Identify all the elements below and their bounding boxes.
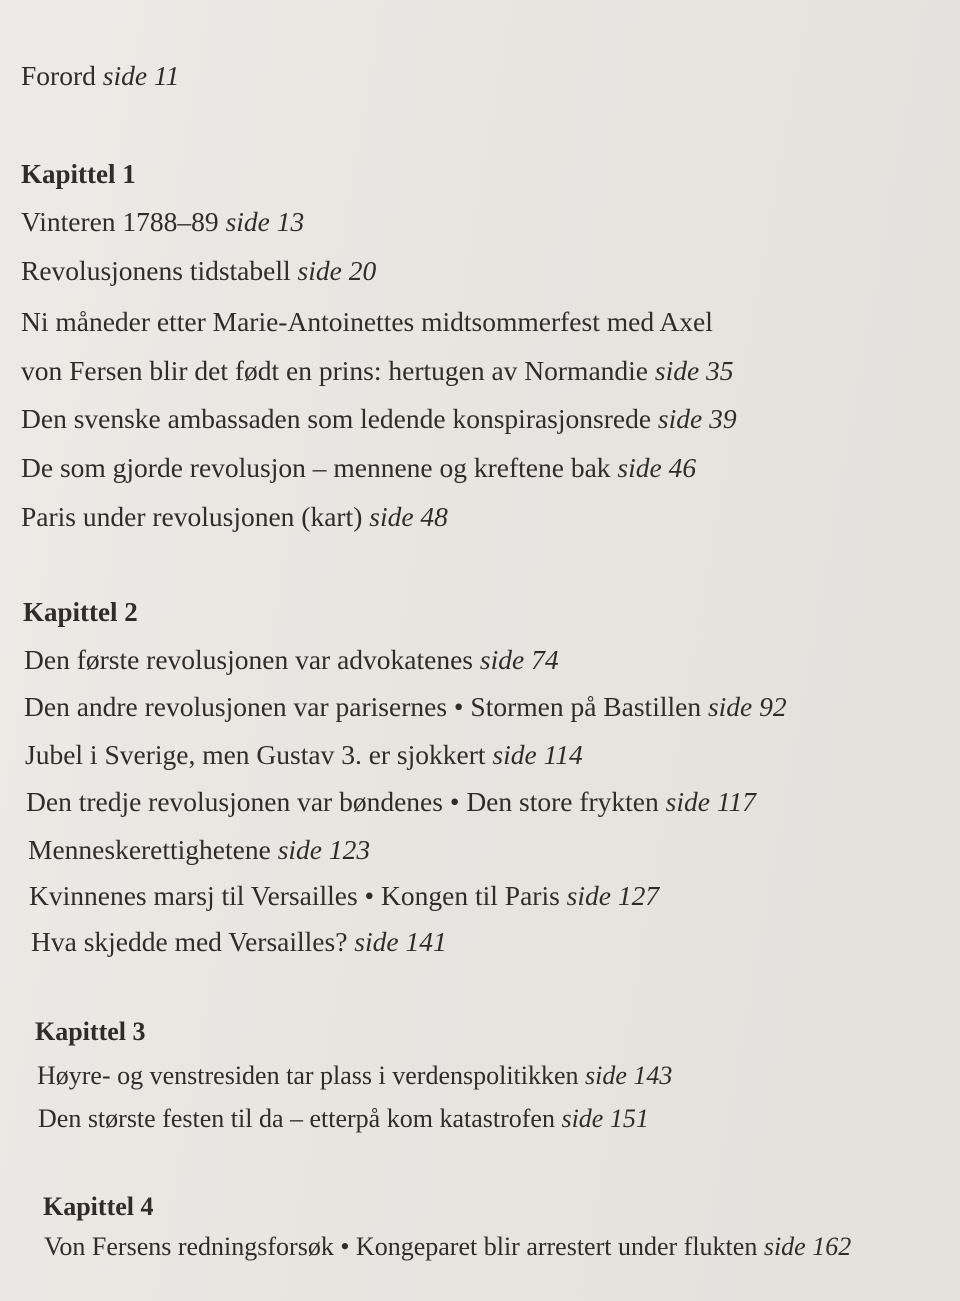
toc-entry: [24, 646, 559, 674]
entry-title: De som gjorde revolusjon – mennene og kreftene bak: [21, 452, 611, 483]
entry-title: Den første revolusjonen var advokatenes: [24, 644, 474, 675]
entry-page: side 117: [665, 786, 757, 817]
toc-entry: [25, 741, 583, 769]
toc-entry: [28, 836, 370, 864]
toc-entry: [24, 693, 787, 721]
entry-page: side 123: [277, 834, 371, 865]
preface-page: side 11: [102, 60, 180, 91]
entry-title: Den største festen til da – etterpå kom katastrofen: [38, 1104, 555, 1133]
toc-entry: [38, 1106, 649, 1132]
entry-title: Ni måneder etter Marie-Antoinettes midtsommerfest med Axel: [21, 306, 713, 337]
entry-title: Kvinnenes marsj til Versailles • Kongen til Paris: [29, 880, 560, 911]
chapter-heading: Kapittel 3: [35, 1017, 146, 1046]
toc-entry: [21, 357, 734, 385]
entry-title: von Fersen blir det født en prins: hertugen av Normandie: [21, 355, 648, 386]
entry-page: side 13: [225, 206, 305, 237]
entry-title: Menneskerettighetene: [28, 834, 271, 865]
entry-title: Revolusjonens tidstabell: [21, 255, 291, 286]
toc-entry: [21, 308, 713, 336]
entry-title: Den tredje revolusjonen var bøndenes • Den store frykten: [26, 786, 659, 817]
entry-page: side 141: [354, 926, 447, 957]
preface-entry: [21, 62, 179, 90]
toc-entry: [21, 503, 448, 531]
toc-entry: [29, 882, 659, 910]
entry-page: side 48: [369, 501, 448, 532]
entry-title: Den svenske ambassaden som ledende konspirasjonsrede: [21, 403, 652, 434]
toc-entry: [37, 1063, 672, 1089]
chapter-heading: Kapittel 2: [23, 597, 138, 627]
toc-entry: [26, 788, 756, 816]
entry-page: side 20: [297, 255, 377, 286]
entry-title: Von Fersens redningsforsøk • Kongeparet blir arrestert under flukten: [44, 1232, 758, 1261]
entry-page: side 92: [707, 691, 787, 722]
entry-page: side 127: [566, 880, 660, 911]
entry-page: side 35: [654, 355, 734, 386]
toc-entry: [21, 405, 737, 433]
entry-page: side 151: [561, 1104, 649, 1133]
entry-page: side 143: [585, 1061, 673, 1090]
toc-entry: [21, 257, 376, 285]
entry-page: side 114: [492, 739, 583, 770]
entry-page: side 39: [657, 403, 737, 434]
entry-title: Jubel i Sverige, men Gustav 3. er sjokkert: [25, 739, 486, 770]
toc-entry: [21, 454, 696, 482]
toc-entry: [21, 208, 304, 236]
entry-page: side 162: [763, 1232, 852, 1261]
entry-title: Den andre revolusjonen var parisernes • Stormen på Bastillen: [24, 691, 702, 722]
entry-title: Vinteren 1788–89: [21, 206, 219, 237]
preface-title: Forord: [21, 60, 96, 91]
chapter-heading: Kapittel 1: [21, 159, 136, 189]
toc-entry: [44, 1234, 851, 1260]
entry-title: Hva skjedde med Versailles?: [31, 926, 348, 957]
toc-entry: [31, 928, 447, 956]
entry-page: side 74: [479, 644, 559, 675]
chapter-heading: Kapittel 4: [43, 1192, 154, 1221]
entry-page: side 46: [617, 452, 697, 483]
entry-title: Paris under revolusjonen (kart): [21, 501, 363, 532]
entry-title: Høyre- og venstresiden tar plass i verdenspolitikken: [37, 1061, 579, 1090]
